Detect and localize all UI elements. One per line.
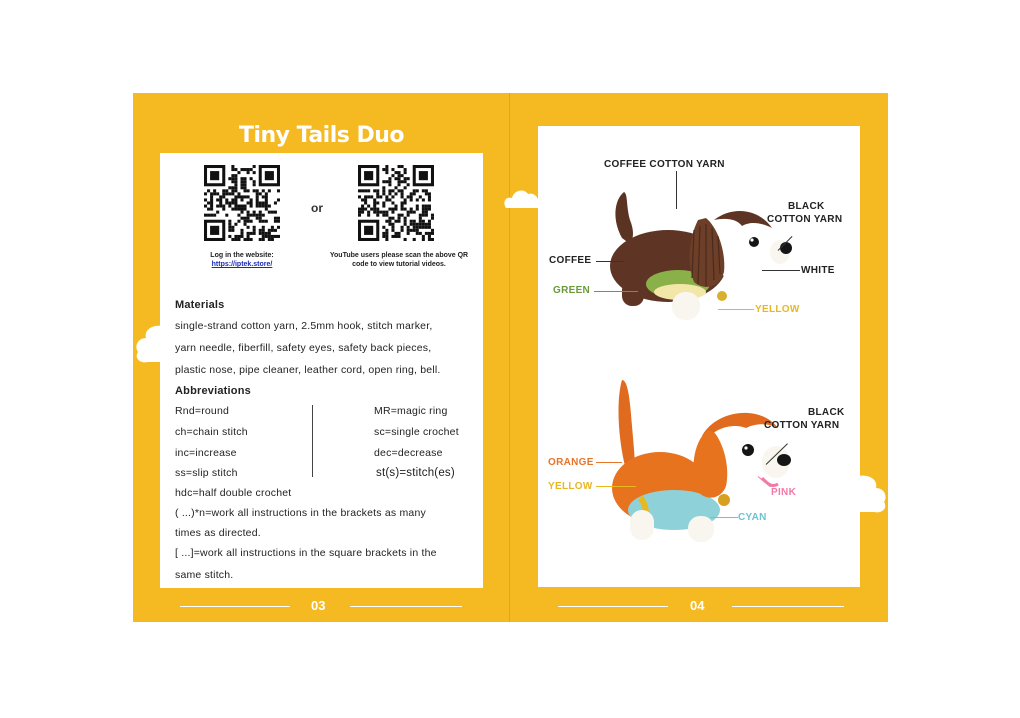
website-caption-text: Log in the website: — [210, 252, 274, 259]
abbr-item: st(s)=stitch(es) — [376, 467, 455, 479]
leader-line — [762, 270, 800, 271]
abbr-item: MR=magic ring — [374, 405, 448, 417]
footer-rule-right — [558, 606, 668, 607]
or-label: or — [311, 201, 323, 215]
label-pink: PINK — [771, 487, 797, 498]
page-fold — [509, 93, 510, 622]
youtube-qr-code — [358, 165, 434, 241]
youtube-caption: YouTube users please scan the above QR code to view tutorial videos. — [329, 252, 469, 268]
materials-heading: Materials — [175, 299, 225, 311]
footer-rule-left — [350, 606, 462, 607]
label-green: GREEN — [553, 285, 591, 296]
abbr-item: hdc=half double crochet — [175, 487, 292, 499]
website-qr-code — [204, 165, 280, 241]
abbr-item: sc=single crochet — [374, 426, 459, 438]
abbr-item: Rnd=round — [175, 405, 230, 417]
leader-line — [718, 309, 754, 310]
label-black-1b: COTTON YARN — [767, 214, 843, 225]
label-cyan: CYAN — [738, 512, 767, 523]
label-coffee-cotton-yarn: COFFEE COTTON YARN — [604, 159, 725, 170]
label-coffee: COFFEE — [549, 255, 592, 266]
leader-line — [676, 171, 677, 209]
label-black-2b: COTTON YARN — [764, 420, 840, 431]
leader-line — [596, 261, 624, 262]
abbr-item: inc=increase — [175, 447, 237, 459]
color-guide-panel — [538, 126, 860, 587]
materials-line: yarn needle, fiberfill, safety eyes, safety back pieces, — [175, 342, 432, 354]
website-caption — [174, 251, 310, 269]
label-black-1a: BLACK — [788, 201, 825, 212]
abbr-item: ch=chain stitch — [175, 426, 248, 438]
page-title: Tiny Tails Duo — [238, 123, 405, 148]
page-number-left: 03 — [311, 598, 326, 613]
materials-panel — [160, 153, 483, 588]
abbr-item: times as directed. — [175, 527, 261, 539]
footer-rule-left — [180, 606, 290, 607]
label-white: WHITE — [801, 265, 835, 276]
label-orange: ORANGE — [548, 457, 594, 468]
label-yellow-1: YELLOW — [755, 304, 800, 315]
label-black-2a: BLACK — [808, 407, 845, 418]
abbr-item: [ ...]=work all instructions in the square brackets in the — [175, 547, 437, 559]
cloud-right-decoration — [858, 472, 890, 516]
abbr-item: ss=slip stitch — [175, 467, 238, 479]
cloud-fold-decoration — [502, 186, 540, 210]
coffee-dog-amigurumi-image — [594, 180, 794, 340]
materials-line: plastic nose, pipe cleaner, leather cord, open ring, bell. — [175, 364, 441, 376]
abbr-divider — [312, 405, 313, 477]
footer-rule-right — [732, 606, 844, 607]
abbr-item: dec=decrease — [374, 447, 443, 459]
leader-line — [596, 462, 622, 463]
website-link[interactable]: https://iptek.store/ — [211, 261, 273, 268]
leader-line — [710, 517, 738, 518]
leader-line — [594, 291, 638, 292]
page-number-right: 04 — [690, 598, 705, 613]
materials-line: single-strand cotton yarn, 2.5mm hook, stitch marker, — [175, 320, 433, 332]
label-yellow-2: YELLOW — [548, 481, 593, 492]
abbreviations-heading: Abbreviations — [175, 385, 251, 397]
leader-line — [596, 486, 636, 487]
abbr-item: same stitch. — [175, 569, 234, 581]
abbr-item: ( ...)*n=work all instructions in the brackets as many — [175, 507, 426, 519]
orange-dog-amigurumi-image — [596, 370, 796, 550]
